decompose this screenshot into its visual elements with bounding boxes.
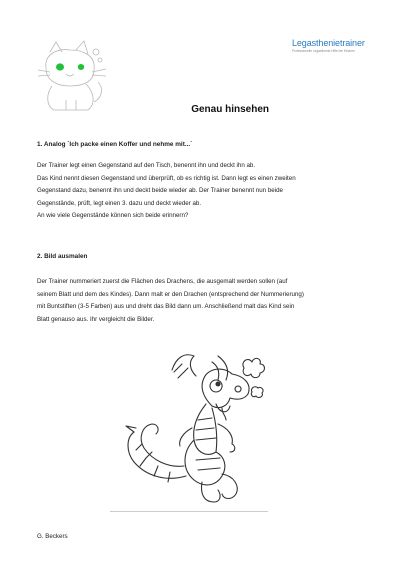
legasthenietrainer-logo [292,38,372,62]
footer-author: G. Beckers [37,533,68,540]
section-1-line: Der Trainer legt einen Gegenstand auf den Tisch, benennt ihn und deckt ihn ab. [37,162,256,169]
dragon-coloring-illustration [112,348,272,510]
section-2-line: seinem Blatt und dem des Kindes). Dann malt er den Drachen (entsprechend der Nummerierung) [37,290,304,298]
section-1-body [37,160,367,223]
section-1-line: Gegenstände, prüft, legt einen 3. dazu und deckt wieder ab. [37,199,202,207]
section-2-line: Der Trainer nummeriert zuerst die Flächen des Drachens, die ausgemalt werden sollen (auf [37,278,288,285]
section-1-line: Das Kind nennt diesen Gegenstand und überprüft, ob es richtig ist. Dann legt es einen zweiten [37,174,296,182]
section-2-body [37,276,367,326]
section-1 [37,139,367,152]
logo-brand: Legasthenietrainer [292,38,365,48]
section-2-line: mit Buntstiften (3-5 Farben) aus und dreht das Bild dann um. Anschließend malt das Kind sein [37,303,295,310]
section-1-heading: 1. Analog ´Ich packe einen Koffer und nehme mit...´ [37,141,193,148]
logo-tagline: Professionelle Legasthenie-Hilfe bei Kindern [292,49,355,53]
section-1-line: An wie viele Gegenstände können sich beide erinnern? [37,212,189,219]
divider [110,511,268,512]
section-1-line: Gegenstand dazu, benennt ihn und deckt beide wieder ab. Der Trainer benennt nun beide [37,187,283,194]
page-title: Genau hinsehen [191,104,269,115]
section-2-heading: 2. Bild ausmalen [37,253,88,260]
section-2 [37,251,367,264]
section-2-line: Blatt genauso aus. Ihr vergleicht die Bilder. [37,315,155,323]
page-title-row [0,99,400,117]
